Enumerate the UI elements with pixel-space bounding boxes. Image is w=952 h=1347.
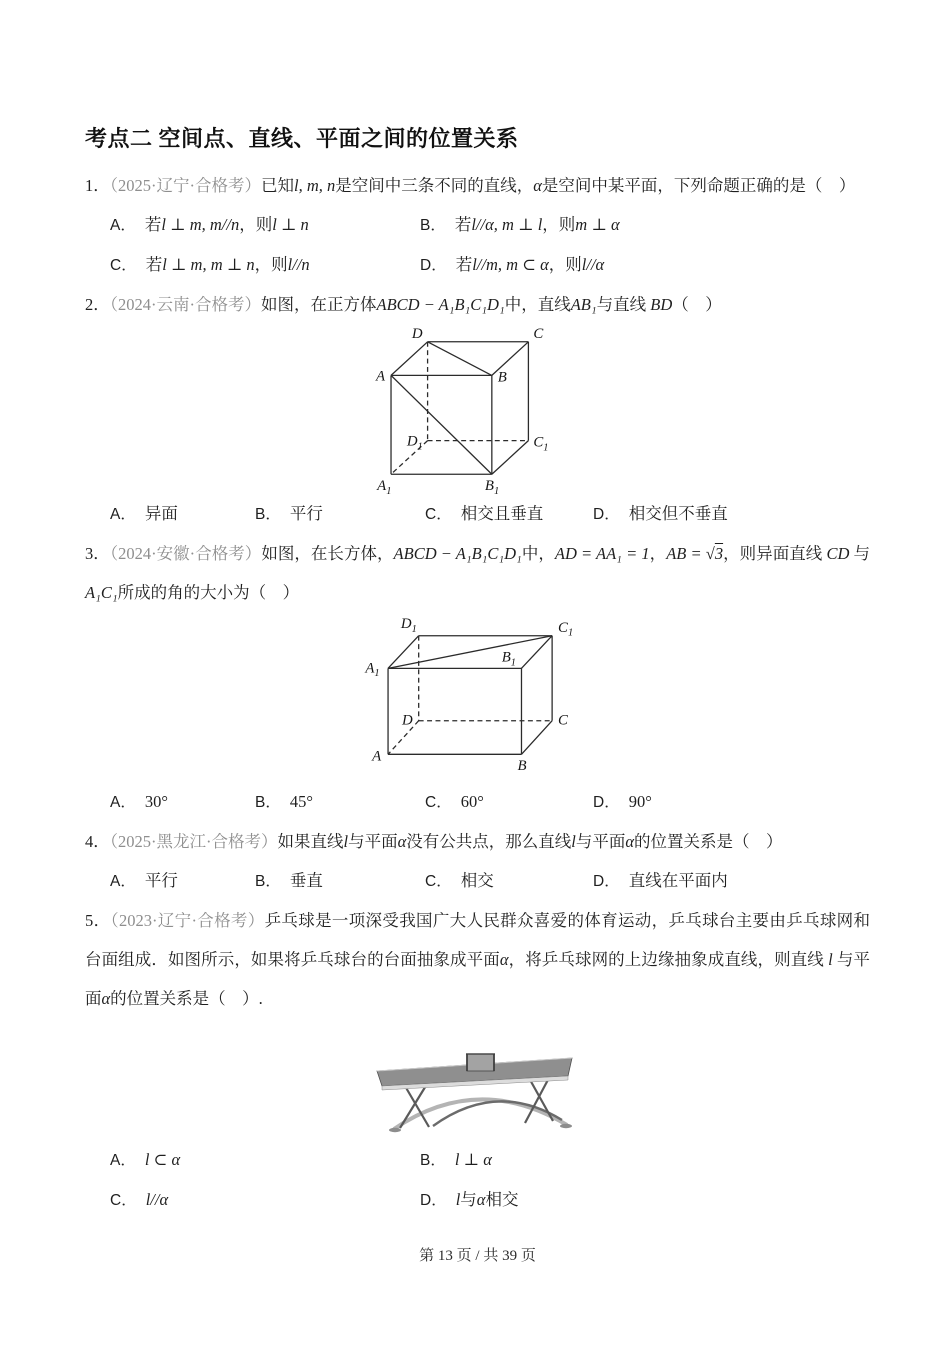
cube-diagram-q2: [85, 324, 870, 494]
question-5-stem: [85, 901, 870, 1018]
option-text: 若l ⊥ m, m ⊥ n，则l//n: [145, 255, 310, 274]
option-c: [425, 494, 593, 534]
question-text: 如果直线l与平面α没有公共点，那么直线l与平面α的位置关系是（ ）: [277, 832, 783, 851]
question-source: （2023·辽宁·合格考）: [110, 911, 265, 930]
question-2-options-row: [85, 494, 870, 534]
option-text: 直线在平面内: [628, 871, 728, 890]
question-number: 2．: [85, 295, 110, 314]
option-text: 相交但不垂直: [628, 504, 728, 523]
option-label: D．: [420, 1192, 447, 1209]
option-b: [420, 205, 870, 245]
table-foot-left: [389, 1128, 401, 1132]
option-label: C．: [425, 873, 452, 890]
vertex-label-a1: $A_1$: [376, 478, 391, 494]
question-4: [85, 822, 870, 901]
option-d: [593, 861, 870, 901]
question-text: 乒乓球是一项深受我国广大人民群众喜爱的体育运动，乒乓球台主要由乒乓球网和台面组成．如图所示，如果将乒乓球台的台面抽象成平面α，将乒乓球网的上边缘抽象成直线，则直线 l 与平面α的位置关系是（ ）.: [85, 911, 871, 1008]
cube-diagonal-ab1: [391, 375, 492, 474]
question-4-stem: [85, 822, 870, 861]
option-label: A．: [110, 506, 136, 523]
question-source: （2024·安徽·合格考）: [109, 544, 262, 563]
vertex-label-c1: $C_1$: [532, 434, 548, 454]
question-5: [85, 901, 870, 1220]
option-d: [420, 1180, 870, 1220]
option-text: 若l ⊥ m, m//n，则l ⊥ n: [144, 215, 309, 234]
question-source: （2024·云南·合格考）: [109, 295, 261, 314]
cube-svg: [368, 324, 588, 494]
vertex-label-c1: $C_1$: [558, 619, 574, 639]
option-text: 45°: [289, 792, 313, 811]
option-a: [110, 205, 420, 245]
option-label: C．: [110, 257, 137, 274]
option-b: [255, 494, 425, 534]
option-label: A．: [110, 873, 136, 890]
question-number: 3．: [85, 544, 110, 563]
option-text: 30°: [144, 792, 168, 811]
option-label: A．: [110, 217, 136, 234]
option-d: [593, 494, 870, 534]
option-label: B．: [420, 1152, 446, 1169]
option-text: 60°: [460, 792, 484, 811]
vertex-label-a1: $A_1$: [365, 660, 380, 680]
vertex-label-a: A: [375, 368, 385, 385]
vertex-label-b1: $B_1$: [501, 649, 516, 669]
option-c: [425, 782, 593, 822]
option-b: [255, 782, 425, 822]
table-foot-right: [560, 1124, 572, 1128]
option-text: l//α: [145, 1190, 169, 1209]
vertex-label-d1: $D_1$: [406, 433, 423, 453]
vertex-label-a: A: [372, 748, 382, 765]
cuboid-edges: [388, 636, 552, 755]
table-leg-right-1: [529, 1078, 553, 1121]
option-a: [110, 494, 255, 534]
table-net: [467, 1054, 494, 1071]
option-label: B．: [255, 506, 281, 523]
option-text: 若l//α, m ⊥ l，则m ⊥ α: [454, 215, 620, 234]
option-text: 相交: [460, 871, 494, 890]
pingpong-svg: [370, 1038, 585, 1138]
question-text: 如图，在长方体，ABCD − A₁B₁C₁D₁中，AD = AA₁ = 1，AB = √3，则异面直线 CD 与A₁C₁所成的角的大小为（ ）: [85, 544, 871, 602]
cuboid-diagonal-a1c1: [388, 636, 552, 669]
option-text: 平行: [144, 871, 178, 890]
option-text: l ⊂ α: [144, 1150, 181, 1169]
question-number: 1．: [85, 176, 110, 195]
option-a: [110, 861, 255, 901]
option-text: 垂直: [289, 871, 323, 890]
option-label: A．: [110, 1152, 136, 1169]
question-2: [85, 285, 870, 534]
question-1-options-row-1: [85, 205, 870, 245]
option-label: D．: [593, 506, 620, 523]
question-4-options-row: [85, 861, 870, 901]
cuboid-svg: [355, 612, 600, 782]
question-3-options-row: [85, 782, 870, 822]
question-5-options-row-2: [85, 1180, 870, 1220]
option-text: 若l//m, m ⊂ α，则l//α: [455, 255, 605, 274]
option-c: [110, 1180, 420, 1220]
question-1-options-row-2: [85, 245, 870, 285]
pingpong-table-image: [85, 1018, 870, 1140]
option-c: [425, 861, 593, 901]
option-text: 平行: [289, 504, 323, 523]
cube-diagonal-db: [427, 342, 491, 376]
option-label: C．: [110, 1192, 137, 1209]
option-a: [110, 1140, 420, 1180]
option-d: [420, 245, 870, 285]
vertex-label-d1: $D_1$: [400, 615, 417, 635]
question-3: [85, 534, 870, 822]
option-label: C．: [425, 794, 452, 811]
vertex-label-b: B: [517, 758, 527, 775]
option-label: B．: [420, 217, 446, 234]
option-text: 相交且垂直: [460, 504, 544, 523]
option-b: [255, 861, 425, 901]
vertex-label-d: D: [411, 325, 423, 342]
option-label: B．: [255, 873, 281, 890]
cube-edges: [391, 342, 528, 474]
cube-hidden-edges: [391, 342, 528, 474]
question-text: 已知l, m, n是空间中三条不同的直线，α是空间中某平面，下列命题正确的是（ ）: [261, 176, 856, 195]
page-content: [85, 0, 870, 1266]
question-1-stem: [85, 166, 870, 205]
table-leg-left-2: [400, 1084, 427, 1128]
page-title: 考点二 空间点、直线、平面之间的位置关系: [85, 126, 519, 151]
option-label: D．: [420, 257, 447, 274]
cube-edge-da: [391, 342, 428, 376]
option-text: 90°: [628, 792, 652, 811]
question-source: （2025·黑龙江·合格考）: [109, 832, 278, 851]
vertex-label-d: D: [402, 712, 413, 729]
option-text: 异面: [144, 504, 178, 523]
vertex-label-c: C: [558, 712, 568, 729]
question-2-stem: [85, 285, 870, 324]
option-a: [110, 782, 255, 822]
option-text: l与α相交: [455, 1190, 519, 1209]
option-text: l ⊥ α: [454, 1150, 492, 1169]
cuboid-diagram-q3: [85, 612, 870, 782]
option-label: A．: [110, 794, 136, 811]
option-b: [420, 1140, 870, 1180]
option-d: [593, 782, 870, 822]
question-text: 如图，在正方体ABCD − A₁B₁C₁D₁中，直线AB₁与直线 BD（ ）: [261, 295, 722, 314]
cuboid-hidden-edges: [388, 636, 552, 755]
question-number: 4．: [85, 832, 110, 851]
question-5-options-row-1: [85, 1140, 870, 1180]
option-label: D．: [593, 873, 620, 890]
option-label: C．: [425, 506, 452, 523]
vertex-label-b1: $B_1$: [484, 478, 499, 494]
question-source: （2025·辽宁·合格考）: [109, 176, 261, 195]
question-number: 5．: [85, 911, 111, 930]
cuboid-edge-bc: [521, 721, 552, 755]
question-3-stem: [85, 534, 870, 612]
cube-edge-b1c1: [491, 441, 528, 475]
question-1: [85, 166, 870, 285]
option-label: D．: [593, 794, 620, 811]
vertex-label-b: B: [497, 369, 507, 386]
option-c: [110, 245, 420, 285]
page-number-footer: 第 13 页 / 共 39 页: [419, 1248, 536, 1264]
vertex-label-c: C: [532, 325, 543, 342]
option-label: B．: [255, 794, 281, 811]
